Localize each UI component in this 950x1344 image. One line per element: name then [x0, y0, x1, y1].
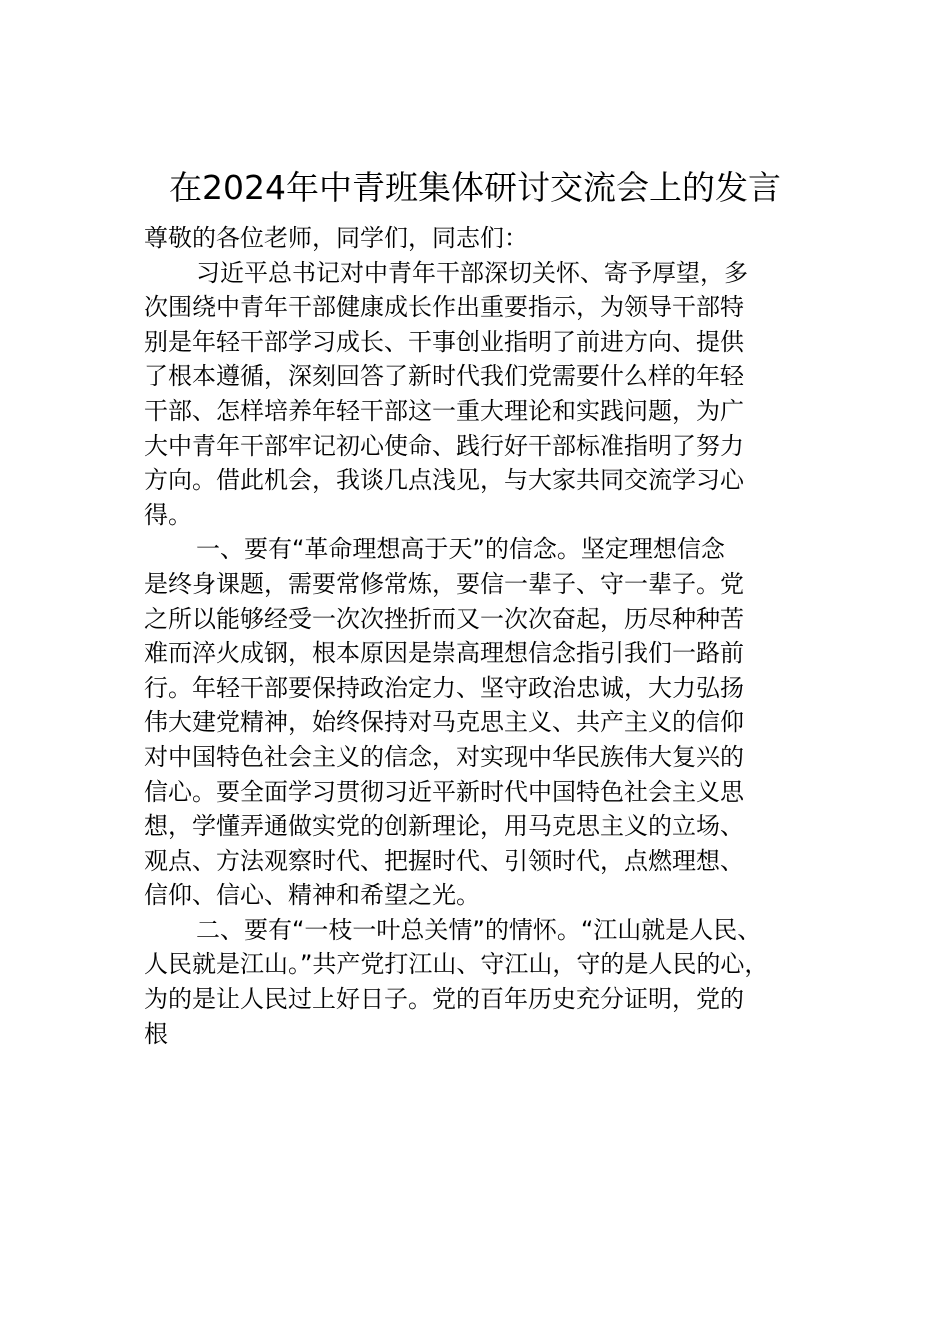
paragraph-line: 信仰、信心、精神和希望之光。 — [144, 881, 480, 910]
paragraph-line: 观点、方法观察时代、把握时代、引领时代，点燃理想、 — [144, 846, 744, 875]
paragraph-line: 想，学懂弄通做实党的创新理论，用马克思主义的立场、 — [144, 812, 744, 841]
paragraph-line: 大中青年干部牢记初心使命、践行好干部标准指明了努力 — [144, 431, 744, 460]
paragraph-line: 方向。借此机会，我谈几点浅见，与大家共同交流学习心 — [144, 466, 744, 495]
document-title: 在2024年中青班集体研讨交流会上的发言 — [169, 168, 781, 207]
paragraph-line: 之所以能够经受一次次挫折而又一次次奋起，历尽种种苦 — [144, 604, 744, 633]
paragraph-line: 难而淬火成钢，根本原因是崇高理想信念指引我们一路前 — [144, 639, 744, 668]
paragraph-line: 人民就是江山。”共产党打江山、守江山，守的是人民的心， — [144, 950, 769, 979]
paragraph-line: 行。年轻干部要保持政治定力、坚守政治忠诚，大力弘扬 — [144, 673, 744, 702]
paragraph-line: 根 — [144, 1019, 168, 1048]
paragraph-line: 次围绕中青年干部健康成长作出重要指示，为领导干部特 — [144, 293, 744, 322]
paragraph-line: 二、要有“一枝一叶总关情”的情怀。“江山就是人民、 — [196, 915, 762, 944]
paragraph-line: 是终身课题，需要常修常炼，要信一辈子、守一辈子。党 — [144, 569, 744, 598]
paragraph-line: 干部、怎样培养年轻干部这一重大理论和实践问题，为广 — [144, 396, 744, 425]
paragraph-line: 伟大建党精神，始终保持对马克思主义、共产主义的信仰 — [144, 708, 744, 737]
paragraph-3 — [144, 913, 816, 1051]
document-body — [144, 221, 816, 1051]
paragraph-1 — [144, 256, 816, 533]
paragraph-line: 习近平总书记对中青年干部深切关怀、寄予厚望，多 — [196, 258, 748, 287]
paragraph-line: 别是年轻干部学习成长、干事创业指明了前进方向、提供 — [144, 327, 744, 356]
paragraph-line: 对中国特色社会主义的信念，对实现中华民族伟大复兴的 — [144, 742, 744, 771]
paragraph-line: 信心。要全面学习贯彻习近平新时代中国特色社会主义思 — [144, 777, 744, 806]
paragraph-line: 得。 — [144, 500, 192, 529]
salutation: 尊敬的各位老师，同学们，同志们： — [144, 224, 528, 252]
paragraph-line: 为的是让人民过上好日子。党的百年历史充分证明，党的 — [144, 985, 744, 1014]
paragraph-2 — [144, 532, 816, 913]
paragraph-line: 了根本遵循，深刻回答了新时代我们党需要什么样的年轻 — [144, 362, 744, 391]
paragraph-line: 一、要有“革命理想高于天”的信念。坚定理想信念 — [196, 535, 725, 564]
